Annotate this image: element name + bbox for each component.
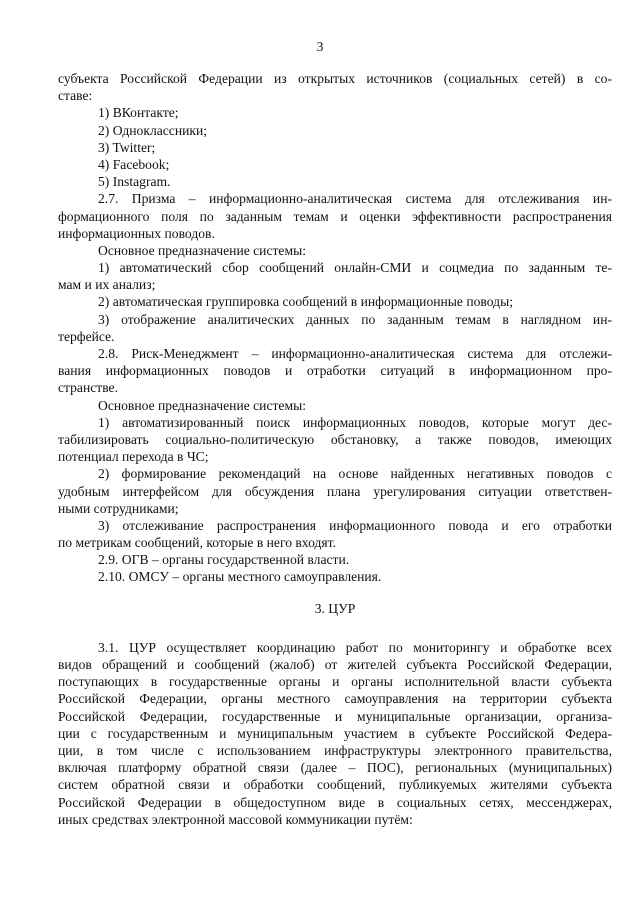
list-item: 3) отображение аналитических данных по заданным темам в наглядном ин-	[98, 311, 612, 327]
text-line: Российской Федерации в общедоступном виде в социальных сетях, мессенджерах,	[58, 794, 612, 810]
list-item: 3) Twitter;	[98, 139, 156, 155]
list-item: 1) ВКонтакте;	[98, 105, 179, 121]
list-item: 1) автоматический сбор сообщений онлайн-СМИ и соцмедиа по заданным те-	[98, 260, 612, 276]
list-item: 1) автоматизированный поиск информационных поводов, которые могут дес-	[98, 414, 612, 430]
text-line: удобным интерфейсом для обсуждения плана урегулирования ситуации ответствен-	[58, 483, 612, 499]
text-line: субъекта Российской Федерации из открытых источников (социальных сетей) в со-	[58, 71, 612, 86]
body-text	[58, 70, 612, 828]
list-item: 2) Одноклассники;	[98, 122, 208, 138]
text-line: систем обратной связи и обработки сообщений, публикуемых жителями субъекта	[58, 777, 612, 793]
text-line: 2.10. ОМСУ – органы местного самоуправления.	[98, 569, 382, 585]
text-line: формационного поля по заданным темам и оценки эффективности распространения	[58, 208, 612, 224]
text-line: включая платформу обратной связи (далее – ПОС), региональных (муниципальных)	[58, 760, 612, 776]
text-line: Российской Федерации, органы местного самоуправления на территории субъекта	[58, 691, 612, 707]
text-line: иных средствах электронной массовой коммуникации путём:	[58, 811, 413, 827]
section-heading: 3. ЦУР	[314, 600, 356, 616]
text-line: 3.1. ЦУР осуществляет координацию работ по мониторингу и обработке всех	[98, 639, 612, 655]
text-line: вания информационных поводов и отработки ситуаций в информационном про-	[58, 363, 612, 379]
list-item: 2) формирование рекомендаций на основе найденных негативных поводов с	[98, 466, 612, 482]
text-line: ции, в том числе с использованием инфраструктуры электронного правительства,	[58, 742, 612, 758]
text-line: странстве.	[58, 380, 118, 396]
text-line: 2.8. Риск-Менеджмент – информационно-аналитическая система для отслежи-	[98, 346, 612, 361]
text-line: 2.7. Призма – информационно-аналитическая система для отслеживания ин-	[98, 191, 612, 207]
text-line: информационных поводов.	[58, 225, 215, 241]
list-item: 5) Instagram.	[98, 174, 171, 190]
text-line: ными сотрудниками;	[58, 500, 179, 516]
list-item: 3) отслеживание распространения информационного повода и его отработки	[98, 517, 612, 533]
text-line: 2.9. ОГВ – органы государственной власти.	[98, 552, 350, 568]
text-line: Основное предназначение системы:	[98, 397, 306, 413]
list-item: 2) автоматическая группировка сообщений в информационные поводы;	[98, 294, 513, 310]
text-line: по метрикам сообщений, которые в него входят.	[58, 535, 336, 551]
text-line: видов обращений и сообщений (жалоб) от жителей субъекта Российской Федерации,	[58, 657, 612, 672]
text-line: Российской Федерации, государственные и муниципальные организации, организа-	[58, 708, 612, 724]
page-number: 3	[316, 39, 324, 54]
text-line: терфейсе.	[58, 328, 115, 344]
text-line: ции с государственным и муниципальным участием в субъекте Российской Федера-	[58, 725, 612, 741]
text-line: мам и их анализ;	[58, 277, 156, 293]
list-item: 4) Facebook;	[98, 156, 170, 172]
text-line: поступающих в государственные органы и органы исполнительной власти субъекта	[58, 674, 612, 690]
text-line: Основное предназначение системы:	[98, 242, 306, 258]
text-line: табилизировать социально-политическую обстановку, а также поводов, имеющих	[58, 431, 612, 447]
text-line: потенциал перехода в ЧС;	[58, 449, 209, 465]
text-line: ставе:	[58, 88, 93, 104]
